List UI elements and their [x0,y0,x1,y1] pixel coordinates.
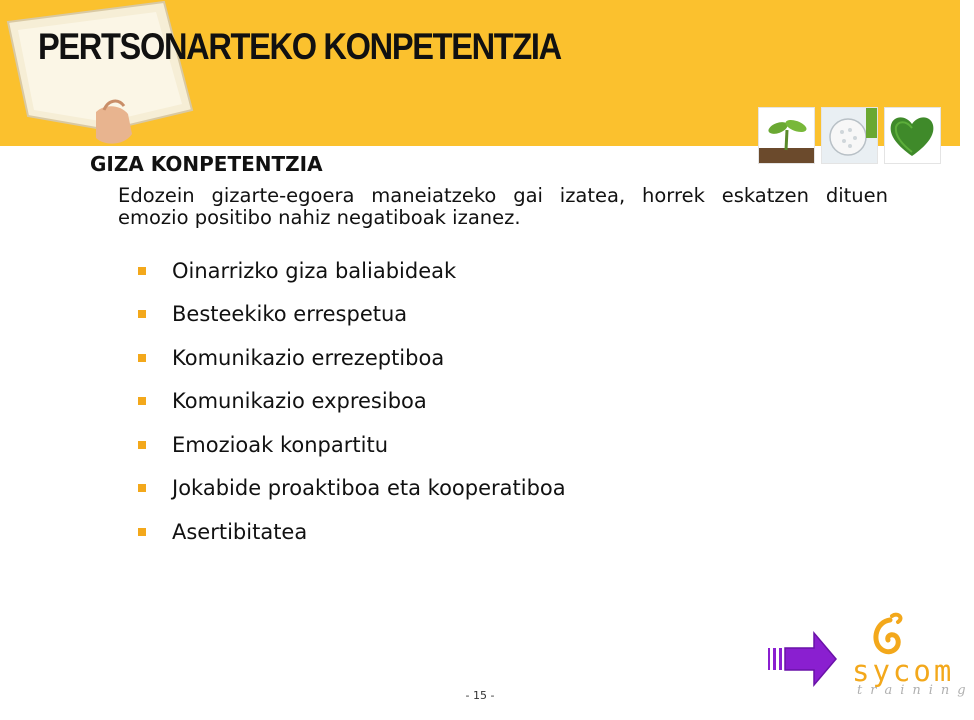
bullet-icon [138,310,146,318]
bullet-icon [138,441,146,449]
plant-sprout-image [758,107,815,164]
hand-holding-card-image [0,0,200,146]
bullet-icon [138,484,146,492]
logo-tagline: training [857,683,974,698]
section-heading: GIZA KONPETENTZIA [90,152,323,176]
page-number: - 15 - [465,689,495,702]
green-heart-image [884,107,941,164]
list-item-label: Besteekiko errespetua [172,302,408,327]
logo-name: sycom [852,654,955,688]
list-item [138,249,566,293]
list-item [138,423,566,467]
list-item-label: Emozioak konpartitu [172,432,388,457]
header-thumbnails [758,107,941,164]
list-item-label: Komunikazio errezeptiboa [172,345,445,370]
list-item [138,380,566,424]
list-item [138,467,566,511]
bullet-icon [138,528,146,536]
bullet-icon [138,354,146,362]
bullet-icon [138,267,146,275]
list-item-label: Asertibitatea [172,519,308,544]
list-item [138,510,566,554]
list-item-label: Jokabide proaktiboa eta kooperatiboa [172,476,566,501]
list-item [138,293,566,337]
bullet-list [138,249,566,554]
bullet-icon [138,397,146,405]
list-item [138,336,566,380]
slide-title: PERTSONARTEKO KONPETENTZIA [38,26,561,67]
list-item-label: Komunikazio expresiboa [172,389,427,414]
list-item-label: Oinarrizko giza baliabideak [172,258,457,283]
next-slide-arrow-icon[interactable] [766,630,838,688]
intro-paragraph: Edozein gizarte-egoera maneiatzeko gai izatea, horrek eskatzen dituen emozio positibo nahiz negatiboak izanez. [118,184,888,229]
golf-ball-image [821,107,878,164]
